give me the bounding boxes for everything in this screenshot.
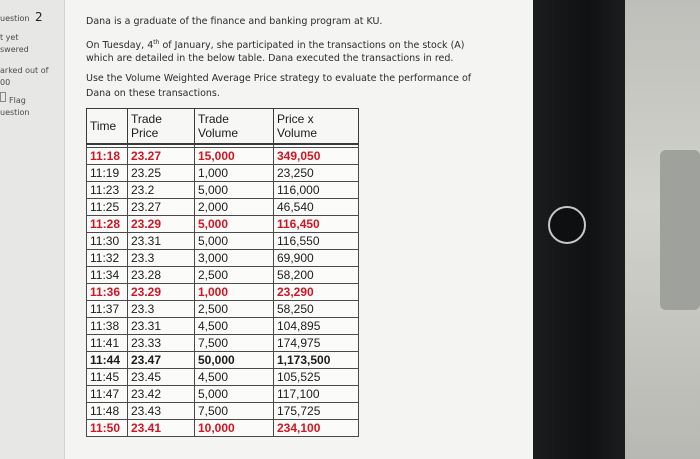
- cell-price: 23.27: [128, 199, 195, 216]
- cell-volume: 15,000: [195, 148, 274, 165]
- date-suffix: th: [153, 39, 160, 46]
- background-object: [660, 150, 700, 310]
- header-trade-price: Trade Price: [128, 109, 195, 145]
- cell-pv: 23,290: [274, 284, 359, 301]
- cell-volume: 2,500: [195, 267, 274, 284]
- cell-price: 23.31: [128, 318, 195, 335]
- question-info-panel: [0, 0, 65, 459]
- cell-time: 11:19: [87, 165, 128, 182]
- cell-price: 23.31: [128, 233, 195, 250]
- cell-pv: 349,050: [274, 148, 359, 165]
- cell-pv: 104,895: [274, 318, 359, 335]
- cell-time: 11:28: [87, 216, 128, 233]
- cell-volume: 2,000: [195, 199, 274, 216]
- cell-price: 23.33: [128, 335, 195, 352]
- cell-price: 23.47: [128, 352, 195, 369]
- cell-time: 11:30: [87, 233, 128, 250]
- cell-price: 23.29: [128, 216, 195, 233]
- cell-price: 23.45: [128, 369, 195, 386]
- cell-price: 23.29: [128, 284, 195, 301]
- question-line-4: Use the Volume Weighted Average Price strategy to evaluate the performance of: [86, 73, 472, 84]
- marked-text: arked out of: [0, 66, 49, 75]
- cell-pv: 1,173,500: [274, 352, 359, 369]
- cell-pv: 174,975: [274, 335, 359, 352]
- cell-price: 23.3: [128, 301, 195, 318]
- table-row: [87, 267, 359, 284]
- table-row: [87, 369, 359, 386]
- cell-price: 23.27: [128, 148, 195, 165]
- cell-pv: 58,200: [274, 267, 359, 284]
- table-row: [87, 216, 359, 233]
- line2-end: of January, she participated in the transactions on the stock (A): [159, 40, 465, 52]
- table-row: [87, 148, 359, 165]
- cell-time: 11:32: [87, 250, 128, 267]
- table-body: [87, 144, 359, 437]
- cell-volume: 2,500: [195, 301, 274, 318]
- cell-volume: 1,000: [195, 284, 274, 301]
- table-row: [87, 403, 359, 420]
- cell-volume: 5,000: [195, 182, 274, 199]
- cell-time: 11:48: [87, 403, 128, 420]
- table-row: [87, 250, 359, 267]
- cell-time: 11:18: [87, 148, 128, 165]
- cell-price: 23.42: [128, 386, 195, 403]
- cell-price: 23.25: [128, 165, 195, 182]
- question-intro: Dana is a graduate of the finance and banking program at KU.: [86, 16, 383, 27]
- cell-volume: 1,000: [195, 165, 274, 182]
- cell-time: 11:23: [87, 182, 128, 199]
- cell-pv: 175,725: [274, 403, 359, 420]
- cell-volume: 5,000: [195, 216, 274, 233]
- header-price-x-volume: Price x Volume: [274, 109, 359, 145]
- cell-volume: 50,000: [195, 352, 274, 369]
- cell-pv: 117,100: [274, 386, 359, 403]
- cell-volume: 7,500: [195, 403, 274, 420]
- table-row: [87, 352, 359, 369]
- transactions-table: [86, 108, 359, 437]
- cell-time: 11:50: [87, 420, 128, 437]
- table-row: [87, 335, 359, 352]
- question-number: 2: [35, 10, 43, 24]
- flag-question-link-2[interactable]: uestion: [0, 108, 30, 117]
- table-row: [87, 318, 359, 335]
- header-time: Time: [87, 109, 128, 145]
- cell-pv: 46,540: [274, 199, 359, 216]
- flag-question-link[interactable]: Flag: [9, 96, 26, 105]
- cell-time: 11:45: [87, 369, 128, 386]
- table-row: [87, 420, 359, 437]
- table-row: [87, 284, 359, 301]
- table-header-row: [87, 109, 359, 145]
- table-row: [87, 301, 359, 318]
- table-row: [87, 199, 359, 216]
- cell-pv: 23,250: [274, 165, 359, 182]
- question-line-3: which are detailed in the below table. Dana executed the transactions in red.: [86, 53, 454, 64]
- line2-start: On Tuesday, 4: [86, 40, 154, 52]
- cell-price: 23.3: [128, 250, 195, 267]
- cell-price: 23.28: [128, 267, 195, 284]
- cell-pv: 234,100: [274, 420, 359, 437]
- table-row: [87, 386, 359, 403]
- home-button[interactable]: [548, 206, 586, 244]
- table-row: [87, 182, 359, 199]
- cell-time: 11:38: [87, 318, 128, 335]
- table-row: [87, 165, 359, 182]
- cell-time: 11:44: [87, 352, 128, 369]
- question-line-2: [86, 39, 465, 51]
- status-text-2: swered: [0, 45, 29, 54]
- cell-pv: 116,450: [274, 216, 359, 233]
- cell-pv: 116,000: [274, 182, 359, 199]
- table-row: [87, 233, 359, 250]
- cell-volume: 7,500: [195, 335, 274, 352]
- cell-volume: 5,000: [195, 233, 274, 250]
- question-label: uestion: [0, 14, 30, 23]
- cell-pv: 116,550: [274, 233, 359, 250]
- cell-time: 11:34: [87, 267, 128, 284]
- cell-volume: 5,000: [195, 386, 274, 403]
- marked-text-2: 00: [0, 78, 11, 87]
- cell-price: 23.43: [128, 403, 195, 420]
- cell-pv: 105,525: [274, 369, 359, 386]
- cell-volume: 4,500: [195, 369, 274, 386]
- status-text: t yet: [0, 33, 19, 42]
- cell-price: 23.2: [128, 182, 195, 199]
- cell-price: 23.41: [128, 420, 195, 437]
- question-line-5: Dana on these transactions.: [86, 88, 220, 99]
- cell-time: 11:47: [87, 386, 128, 403]
- cell-volume: 3,000: [195, 250, 274, 267]
- cell-pv: 58,250: [274, 301, 359, 318]
- cell-volume: 10,000: [195, 420, 274, 437]
- cell-volume: 4,500: [195, 318, 274, 335]
- cell-time: 11:41: [87, 335, 128, 352]
- flag-icon[interactable]: [0, 92, 6, 102]
- cell-time: 11:36: [87, 284, 128, 301]
- cell-time: 11:25: [87, 199, 128, 216]
- header-trade-volume: Trade Volume: [195, 109, 274, 145]
- cell-time: 11:37: [87, 301, 128, 318]
- cell-pv: 69,900: [274, 250, 359, 267]
